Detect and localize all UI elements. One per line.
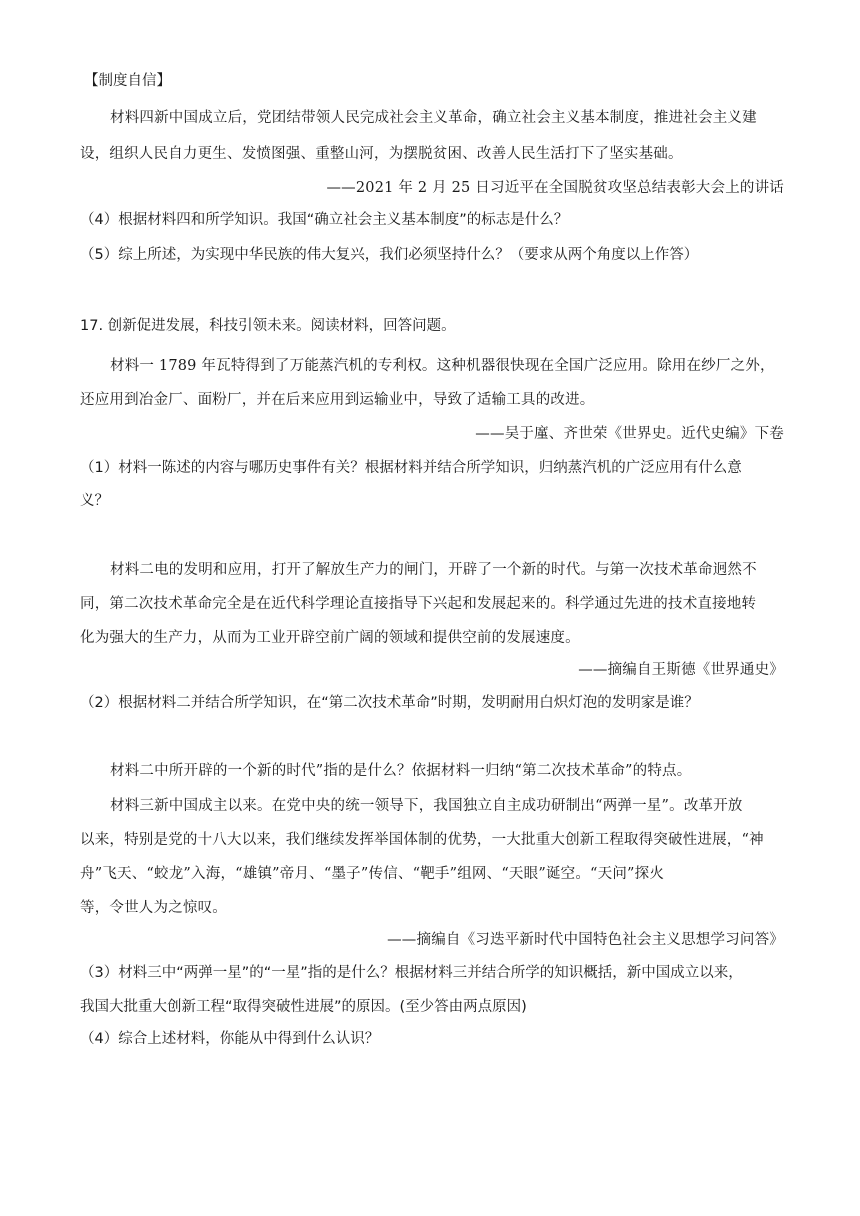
material2-line2: 同，第二次技术革命完全是在近代科学理论直接指导下兴起和发展起来的。科学通过先进的技术直接地转 xyxy=(80,596,757,612)
material3-line1: 材料三新中国成主以来。在党中央的统一领导下，我国独立自主成功研制出“两弹一星”。改革开放 xyxy=(110,798,743,814)
material3-source: ——摘编自《习迭平新时代中国特色社会主义思想学习问答》 xyxy=(387,932,784,948)
question-17-title: 17. 创新促进发展，科技引领未来。阅读材料，回答问题。 xyxy=(80,318,456,334)
question-17-2b: 材料二中所开辟的一个新的时代”指的是什么？依据材料一归纳“第二次技术革命”的特点。 xyxy=(110,763,692,779)
material2-source: ——摘编自王斯德《世界通史》 xyxy=(578,662,784,678)
question-16-4: （4）根据材料四和所学知识。我国“确立社会主义基本制度”的标志是什么？ xyxy=(80,212,569,228)
question-17-2: （2）根据材料二并结合所学知识，在“第二次技术革命”时期，发明耐用白炽灯泡的发明家是谁？ xyxy=(80,695,699,711)
material1-line1: 材料一 1789 年瓦特得到了万能蒸汽机的专利权。这种机器很快现在全国广泛应用。除用在纱厂之外， xyxy=(110,358,775,374)
question-17-4: （4）综合上述材料，你能从中得到什么认识？ xyxy=(80,1031,380,1047)
material4-source: ——2021 年 2 月 25 日习近平在全国脱贫攻坚总结表彰大会上的讲话 xyxy=(326,180,784,196)
section-title: 【制度自信】 xyxy=(84,73,171,89)
question-17-1-line2: 义？ xyxy=(80,493,109,509)
material4-line2: 设，组织人民自力更生、发愤图强、重整山河，为摆脱贫困、改善人民生活打下了坚实基础。 xyxy=(80,146,683,162)
material1-source: ——吴于廑、齐世荣《世界史。近代史编》下卷 xyxy=(475,426,784,442)
material3-line4: 等，令世人为之惊叹。 xyxy=(80,900,227,916)
material3-line2: 以来，特别是党的十八大以来，我们继续发挥举国体制的优势，一大批重大创新工程取得突破性进展，“神 xyxy=(80,832,764,848)
question-17-3-line1: （3）材料三中“两弹一星”的“一星”指的是什么？根据材料三并结合所学的知识概括，新中国成立以来， xyxy=(80,965,743,981)
material1-line2: 还应用到冶金厂、面粉厂，并在后来应用到运输业中，导致了适输工具的改进。 xyxy=(80,392,595,408)
question-16-5: （5）综上所述，为实现中华民族的伟大复兴，我们必须坚持什么？（要求从两个角度以上作答） xyxy=(80,247,699,263)
question-17-3-line2: 我国大批重大创新工程“取得突破性进展”的原因。(至少答由两点原因) xyxy=(80,999,527,1015)
question-17-1-line1: （1）材料一陈述的内容与哪历史事件有关？根据材料并结合所学知识，归纳蒸汽机的广泛应用有什么意 xyxy=(80,460,742,476)
material2-line3: 化为强大的生产力，从而为工业开辟空前广阔的领域和提供空前的发展速度。 xyxy=(80,630,580,646)
material3-line3: 舟”飞天、“蛟龙”入海，“雄镇”帝月、“墨子”传信、“靶手”组网、“天眼”诞空。“天问”探火 xyxy=(80,866,665,882)
material4-line1: 材料四新中国成立后，党团结带领人民完成社会主义革命，确立社会主义基本制度，推进社会主义建 xyxy=(110,110,757,126)
material2-line1: 材料二电的发明和应用，打开了解放生产力的闸门，开辟了一个新的时代。与第一次技术革命迥然不 xyxy=(110,562,757,578)
